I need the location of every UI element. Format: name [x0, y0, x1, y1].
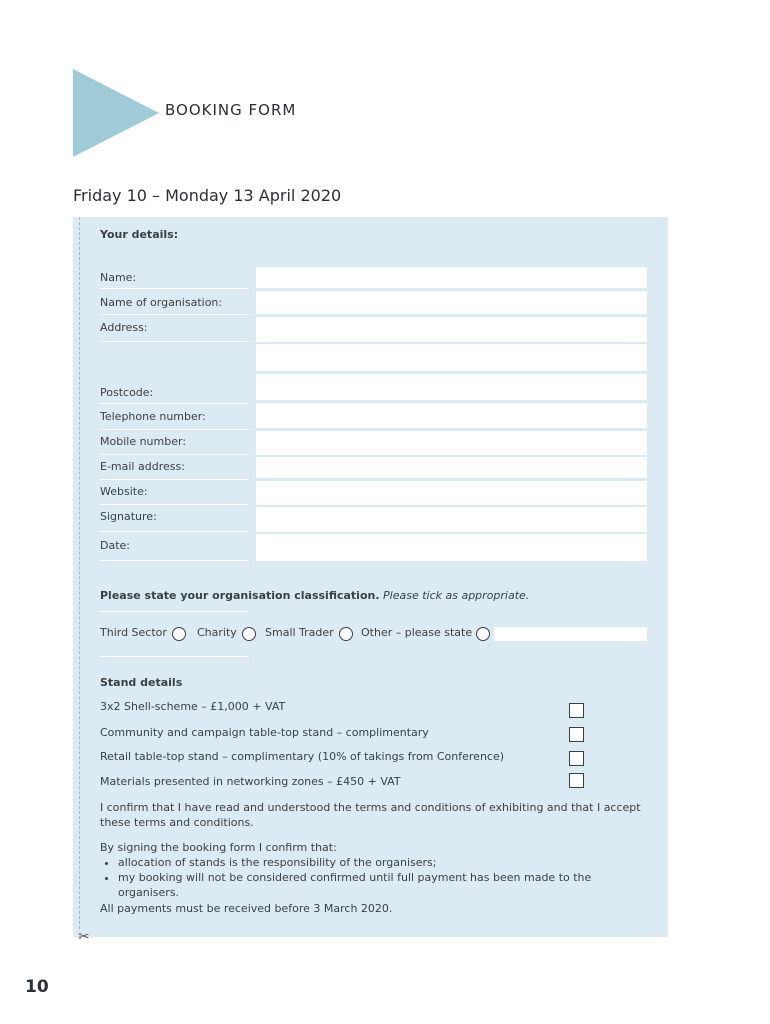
stand-retail-checkbox[interactable]	[569, 751, 584, 766]
option-other-radio[interactable]	[476, 627, 490, 641]
page-number: 10	[25, 977, 49, 997]
divider	[100, 656, 249, 657]
option-small-trader-label: Small Trader	[265, 626, 334, 639]
divider	[100, 429, 249, 430]
scissors-icon: ✂	[78, 929, 90, 945]
divider	[100, 314, 249, 315]
classification-prompt	[100, 589, 529, 602]
signature-field[interactable]	[256, 507, 647, 532]
header-triangle-decoration	[73, 69, 159, 157]
email-field[interactable]	[256, 457, 647, 478]
divider	[100, 560, 249, 561]
website-field[interactable]	[256, 481, 647, 505]
divider	[100, 531, 249, 532]
payment-deadline: All payments must be received before 3 March 2020.	[100, 902, 393, 915]
classification-heading: Please state your organisation classification.	[100, 589, 380, 602]
conditions-list	[100, 855, 648, 900]
date-label: Date:	[100, 539, 130, 552]
stand-item-retail: Retail table-top stand – complimentary (10% of takings from Conference)	[100, 750, 505, 763]
address-field-line2[interactable]	[256, 344, 647, 371]
address-label: Address:	[100, 321, 148, 334]
date-field[interactable]	[256, 534, 647, 561]
list-item: • allocation of stands is the responsibility of the organisers;	[118, 855, 648, 870]
divider	[100, 611, 249, 612]
option-charity-radio[interactable]	[242, 627, 256, 641]
divider	[100, 403, 249, 404]
name-label: Name:	[100, 271, 137, 284]
option-other-label: Other – please state	[361, 626, 473, 639]
divider	[100, 341, 249, 342]
divider	[100, 288, 249, 289]
option-small-trader-radio[interactable]	[339, 627, 353, 641]
terms-confirmation: I confirm that I have read and understood the terms and conditions of exhibiting and that I accept these terms and conditions.	[100, 801, 641, 829]
signature-label: Signature:	[100, 510, 157, 523]
postcode-field[interactable]	[256, 374, 647, 400]
organisation-label: Name of organisation:	[100, 296, 223, 309]
signing-conditions	[100, 840, 648, 900]
address-field-line1[interactable]	[256, 317, 647, 342]
postcode-label: Postcode:	[100, 386, 154, 399]
page-title: BOOKING FORM	[165, 101, 297, 119]
mobile-field[interactable]	[256, 431, 647, 455]
option-charity-label: Charity	[197, 626, 237, 639]
classification-instruction: Please tick as appropriate.	[383, 589, 530, 602]
signing-intro: By signing the booking form I confirm that:	[100, 841, 337, 854]
telephone-field[interactable]	[256, 403, 647, 428]
event-dates: Friday 10 – Monday 13 April 2020	[73, 186, 342, 205]
stand-item-community: Community and campaign table-top stand – complimentary	[100, 726, 429, 739]
stand-heading: Stand details	[100, 676, 183, 689]
stand-shell-scheme-checkbox[interactable]	[569, 703, 584, 718]
divider	[100, 504, 249, 505]
other-specify-field[interactable]	[494, 627, 647, 641]
cut-line	[79, 217, 80, 929]
details-heading: Your details:	[100, 228, 179, 241]
stand-community-checkbox[interactable]	[569, 727, 584, 742]
website-label: Website:	[100, 485, 148, 498]
organisation-field[interactable]	[256, 291, 647, 314]
email-label: E-mail address:	[100, 460, 185, 473]
name-field[interactable]	[256, 267, 647, 288]
stand-item-materials: Materials presented in networking zones – £450 + VAT	[100, 775, 401, 788]
list-item: • my booking will not be considered confirmed until full payment has been made to the organisers.	[118, 870, 648, 900]
divider	[100, 454, 249, 455]
telephone-label: Telephone number:	[100, 410, 206, 423]
stand-materials-checkbox[interactable]	[569, 773, 584, 788]
mobile-label: Mobile number:	[100, 435, 187, 448]
option-third-sector-label: Third Sector	[100, 626, 167, 639]
option-third-sector-radio[interactable]	[172, 627, 186, 641]
stand-item-shell-scheme: 3x2 Shell-scheme – £1,000 + VAT	[100, 700, 286, 713]
divider	[100, 479, 249, 480]
